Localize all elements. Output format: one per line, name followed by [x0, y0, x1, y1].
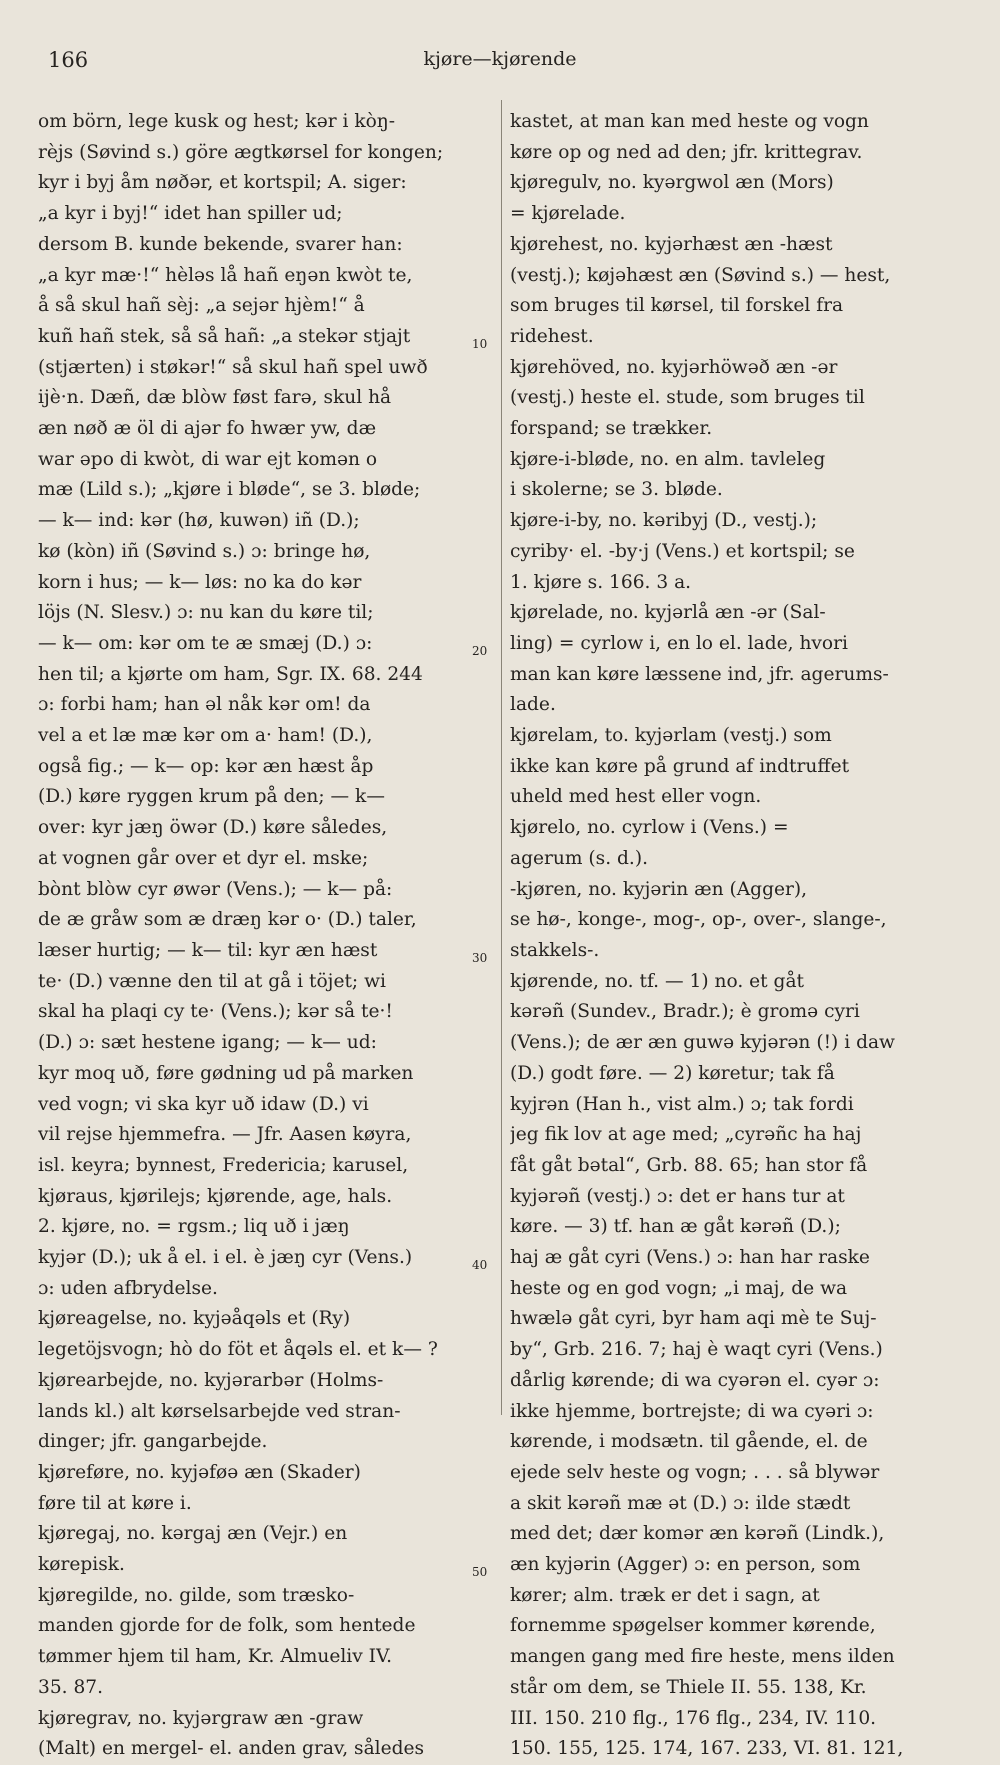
line-number: 20: [472, 644, 488, 658]
right-column: [510, 107, 960, 1765]
text-line: læser hurtig; — k— til: kyr æn hæst: [38, 939, 378, 961]
text-line: kjøregilde, no. gilde, som træsko-: [38, 1584, 355, 1606]
text-line: kjørelam, to. kyjərlam (vestj.) som: [510, 725, 832, 747]
text-line: korn i hus; — k— løs: no ka do kər: [38, 571, 362, 593]
text-line: kjørearbejde, no. kyjərarbər (Holms-: [38, 1369, 384, 1391]
text-line: man kan køre læssene ind, jfr. agerums-: [510, 663, 889, 685]
text-line: dinger; jfr. gangarbejde.: [38, 1431, 268, 1453]
text-line: kastet, at man kan med heste og vogn: [510, 111, 869, 132]
text-line: kjøregaj, no. kərgaj æn (Vejr.) en: [38, 1523, 348, 1545]
text-line: uheld med hest eller vogn.: [510, 786, 762, 808]
text-line: ɔ: uden afbrydelse.: [38, 1277, 218, 1299]
text-line: hwælə gåt cyri, byr ham aqi mè te Suj-: [510, 1308, 877, 1330]
text-line: æn nøð æ öl di ajər fo hwær yw, dæ: [38, 418, 377, 440]
text-line: 1. kjøre s. 166. 3 a.: [510, 571, 692, 593]
text-line: kørepisk.: [38, 1554, 125, 1576]
text-line: kuñ hañ stek, så så hañ: „a stekər stjajt: [38, 325, 411, 347]
text-line: kjøregrav, no. kyjərgraw æn -graw: [38, 1707, 364, 1729]
text-line: jeg fik lov at age med; „cyrəñc ha haj: [510, 1124, 862, 1146]
text-line: by“, Grb. 216. 7; haj è waqt cyri (Vens.): [510, 1339, 883, 1361]
text-line: mæ (Lild s.); „kjøre i bløde“, se 3. bløde;: [38, 479, 421, 501]
text-line: stakkels-.: [510, 939, 600, 961]
text-line: ikke kan køre på grund af indtruffet: [510, 755, 850, 777]
text-line: kərəñ (Sundev., Bradr.); è gromə cyri: [510, 1001, 860, 1023]
text-line: i skolerne; se 3. bløde.: [510, 479, 723, 501]
text-line: III. 150. 210 flg., 176 flg., 234, IV. 110.: [510, 1707, 877, 1729]
text-line: kjøreføre, no. kyjəføə æn (Skader): [38, 1461, 361, 1483]
text-line: kyjərəñ (vestj.) ɔ: det er hans tur at: [510, 1185, 845, 1207]
text-line: at vognen går over et dyr el. mske;: [38, 847, 369, 869]
line-number: 30: [472, 951, 488, 965]
text-line: ved vogn; vi ska kyr uð idaw (D.) vi: [38, 1093, 369, 1115]
text-line: mangen gang med fire heste, mens ilden: [510, 1646, 895, 1668]
text-line: kjørehöved, no. kyjərhöwəð æn -ər: [510, 356, 838, 378]
text-line: (D.) køre ryggen krum på den; — k—: [38, 786, 385, 808]
text-line: heste og en god vogn; „i maj, de wa: [510, 1277, 848, 1299]
text-line: står om dem, se Thiele II. 55. 138, Kr.: [510, 1676, 867, 1698]
text-line: (vestj.) heste el. stude, som bruges til: [510, 387, 865, 409]
text-line: med det; dær komər æn kərəñ (Lindk.),: [510, 1523, 885, 1545]
text-line: fornemme spøgelser kommer kørende,: [510, 1615, 876, 1637]
text-line: om börn, lege kusk og hest; kər i kòŋ-: [38, 111, 396, 132]
text-line: (stjærten) i støkər!“ så skul hañ spel uwð: [38, 356, 428, 378]
text-line: rèjs (Søvind s.) göre ægtkørsel for kongen;: [38, 141, 444, 163]
text-line: „a kyr mæ·!“ hèləs lå hañ eŋən kwòt te,: [38, 264, 413, 286]
text-line: hen til; a kjørte om ham, Sgr. IX. 68. 244: [38, 663, 423, 685]
text-line: ikke hjemme, bortrejste; di wa cyəri ɔ:: [510, 1400, 874, 1422]
text-line: de æ gråw som æ dræŋ kər o· (D.) taler,: [38, 909, 417, 931]
text-line: ijè·n. Dæñ, dæ blòw føst farə, skul hå: [38, 387, 392, 409]
text-line: kører; alm. træk er det i sagn, at: [510, 1584, 820, 1606]
text-line: over: kyr jæŋ öwər (D.) køre således,: [38, 817, 388, 839]
text-line: som bruges til kørsel, til forskel fra: [510, 295, 844, 317]
text-line: ling) = cyrlow i, en lo el. lade, hvori: [510, 632, 848, 654]
text-line: kjørelo, no. cyrlow i (Vens.) =: [510, 817, 789, 839]
text-line: kjørehest, no. kyjərhæst æn -hæst: [510, 233, 833, 255]
text-line: te· (D.) vænne den til at gå i töjet; wi: [38, 970, 386, 992]
text-line: bònt blòw cyr øwər (Vens.); — k— på:: [38, 878, 393, 900]
text-line: ɔ: forbi ham; han əl nåk kər om! da: [38, 694, 371, 716]
text-line: fåt gåt bətal“, Grb. 88. 65; han stor få: [510, 1154, 868, 1176]
text-line: kø (kòn) iñ (Søvind s.) ɔ: bringe hø,: [38, 540, 371, 562]
text-line: (D.) ɔ: sæt hestene igang; — k— ud:: [38, 1032, 377, 1054]
text-line: kyjər (D.); uk å el. i el. è jæŋ cyr (Vens.): [38, 1247, 413, 1269]
text-line: kjøre-i-by, no. kəribyj (D., vestj.);: [510, 510, 818, 532]
running-head: kjøre—kjørende: [423, 48, 577, 70]
text-line: -kjøren, no. kyjərin æn (Agger),: [510, 878, 808, 900]
line-number: 40: [472, 1258, 488, 1272]
left-column: [38, 107, 494, 1765]
text-line: 2. kjøre, no. = rgsm.; liq uð i jæŋ: [38, 1216, 350, 1238]
text-line: cyriby· el. -by·j (Vens.) et kortspil; se: [510, 540, 855, 562]
text-line: skal ha plaqi cy te· (Vens.); kər så te·!: [38, 1001, 393, 1023]
text-line: vel a et læ mæ kər om a· ham! (D.),: [38, 725, 373, 747]
text-line: æn kyjərin (Agger) ɔ: en person, som: [510, 1554, 861, 1576]
text-line: 35. 87.: [38, 1676, 104, 1698]
text-line: löjs (N. Slesv.) ɔ: nu kan du køre til;: [38, 602, 374, 624]
text-line: vil rejse hjemmefra. — Jfr. Aasen køyra,: [38, 1124, 412, 1146]
line-number: 50: [472, 1565, 488, 1579]
text-line: kjørelade, no. kyjərlå æn -ər (Sal-: [510, 602, 826, 624]
text-line: kjøre-i-bløde, no. en alm. tavleleg: [510, 448, 826, 470]
text-line: lade.: [510, 694, 556, 716]
text-line: manden gjorde for de folk, som hentede: [38, 1615, 416, 1637]
text-line: køre. — 3) tf. han æ gåt kərəñ (D.);: [510, 1216, 841, 1238]
text-line: å så skul hañ sèj: „a sejər hjèm!“ å: [38, 295, 365, 317]
text-line: (Malt) en mergel- el. anden grav, således: [38, 1738, 425, 1760]
text-line: tømmer hjem til ham, Kr. Almueliv IV.: [38, 1646, 393, 1668]
text-line: a skit kərəñ mæ ət (D.) ɔ: ilde stædt: [510, 1492, 851, 1514]
text-line: war əpo di kwòt, di war ejt komən o: [38, 448, 378, 470]
text-line: køre op og ned ad den; jfr. krittegrav.: [510, 141, 863, 163]
text-line: haj æ gåt cyri (Vens.) ɔ: han har raske: [510, 1247, 870, 1269]
text-line: kyjrən (Han h., vist alm.) ɔ; tak fordi: [510, 1093, 854, 1115]
text-line: kjørende, no. tf. — 1) no. et gåt: [510, 970, 805, 992]
text-line: (D.) godt føre. — 2) køretur; tak få: [510, 1062, 835, 1084]
text-line: kørende, i modsætn. til gående, el. de: [510, 1431, 868, 1453]
text-line: legetöjsvogn; hò do föt et åqəls el. et k— ?: [38, 1339, 438, 1361]
text-line: forspand; se trækker.: [510, 418, 713, 440]
text-line: (vestj.); køjəhæst æn (Søvind s.) — hest,: [510, 264, 891, 286]
text-line: føre til at køre i.: [38, 1492, 192, 1514]
line-number: 10: [472, 337, 488, 351]
text-line: kyr i byj åm nøðər, et kortspil; A. siger:: [38, 172, 407, 194]
text-line: kjøraus, kjørilejs; kjørende, age, hals.: [38, 1185, 393, 1207]
text-line: — k— om: kər om te æ smæj (D.) ɔ:: [38, 632, 373, 654]
text-line: isl. keyra; bynnest, Fredericia; karusel,: [38, 1154, 409, 1176]
text-line: kyr moq uð, føre gødning ud på marken: [38, 1062, 414, 1084]
text-line: (Vens.); de ær æn guwə kyjərən (!) i daw: [510, 1032, 895, 1054]
text-line: 150. 155, 125. 174, 167. 233, VI. 81. 121,: [510, 1738, 904, 1760]
text-line: = kjørelade.: [510, 203, 626, 225]
text-line: kjøregulv, no. kyərgwol æn (Mors): [510, 172, 834, 194]
column-divider: [501, 100, 502, 1415]
text-line: kjøreagelse, no. kyjəåqəls et (Ry): [38, 1308, 351, 1330]
text-line: lands kl.) alt kørselsarbejde ved stran-: [38, 1400, 401, 1422]
text-line: ejede selv heste og vogn; . . . så blywər: [510, 1461, 880, 1483]
page-number: 166: [48, 48, 89, 72]
text-line: dårlig kørende; di wa cyərən el. cyər ɔ:: [510, 1369, 880, 1391]
text-line: agerum (s. d.).: [510, 847, 648, 869]
text-line: „a kyr i byj!“ idet han spiller ud;: [38, 203, 343, 225]
text-line: dersom B. kunde bekende, svarer han:: [38, 233, 403, 255]
text-line: se hø-, konge-, mog-, op-, over-, slange-,: [510, 909, 887, 931]
text-line: — k— ind: kər (hø, kuwən) iñ (D.);: [38, 510, 360, 532]
text-line: også fig.; — k— op: kər æn hæst åp: [38, 755, 374, 777]
text-line: ridehest.: [510, 325, 594, 347]
page-header: [0, 48, 1000, 78]
